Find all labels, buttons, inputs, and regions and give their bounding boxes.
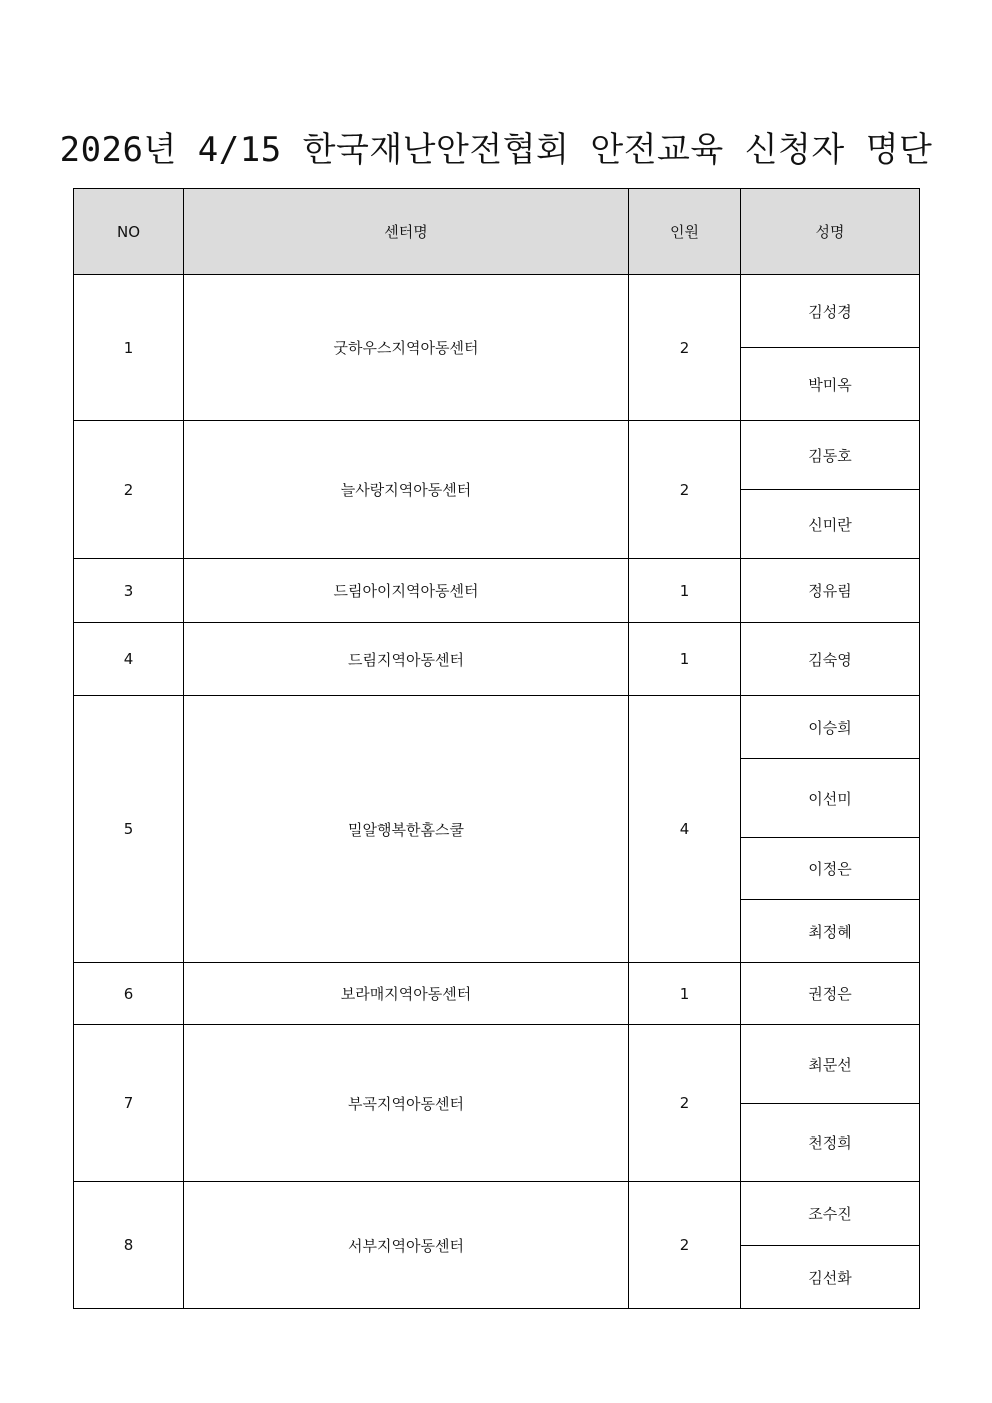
table-header-row	[74, 189, 920, 275]
page-title: 2026년 4/15 한국재난안전협회 안전교육 신청자 명단	[59, 130, 933, 170]
cell-name: 김선화	[741, 1246, 920, 1309]
cell-name: 김성경	[741, 275, 920, 348]
cell-center: 보라매지역아동센터	[184, 963, 629, 1025]
cell-count: 1	[629, 559, 741, 623]
cell-no: 4	[74, 623, 184, 696]
header-center: 센터명	[184, 189, 629, 275]
cell-count: 2	[629, 1025, 741, 1182]
cell-name: 조수진	[741, 1182, 920, 1246]
cell-name: 신미란	[741, 490, 920, 559]
cell-name: 이승희	[741, 696, 920, 759]
cell-count: 4	[629, 696, 741, 963]
cell-count: 1	[629, 623, 741, 696]
table-row	[74, 696, 920, 759]
cell-center: 서부지역아동센터	[184, 1182, 629, 1309]
cell-no: 7	[74, 1025, 184, 1182]
table-row	[74, 421, 920, 490]
table-row	[74, 623, 920, 696]
cell-name: 이정은	[741, 838, 920, 900]
cell-name: 권정은	[741, 963, 920, 1025]
cell-no: 1	[74, 275, 184, 421]
header-count: 인원	[629, 189, 741, 275]
cell-center: 굿하우스지역아동센터	[184, 275, 629, 421]
header-no: NO	[74, 189, 184, 275]
cell-name: 이선미	[741, 759, 920, 838]
table-row	[74, 275, 920, 348]
cell-no: 8	[74, 1182, 184, 1309]
table-row	[74, 1182, 920, 1246]
table-row	[74, 559, 920, 623]
cell-count: 1	[629, 963, 741, 1025]
cell-center: 부곡지역아동센터	[184, 1025, 629, 1182]
cell-center: 밀알행복한홈스쿨	[184, 696, 629, 963]
cell-count: 2	[629, 421, 741, 559]
header-name: 성명	[741, 189, 920, 275]
cell-name: 김숙영	[741, 623, 920, 696]
table-row	[74, 963, 920, 1025]
cell-no: 6	[74, 963, 184, 1025]
table-row	[74, 1025, 920, 1104]
cell-name: 최문선	[741, 1025, 920, 1104]
applicant-table	[73, 188, 920, 1309]
cell-name: 김동호	[741, 421, 920, 490]
cell-count: 2	[629, 1182, 741, 1309]
cell-name: 최정혜	[741, 900, 920, 963]
cell-no: 3	[74, 559, 184, 623]
cell-center: 늘사랑지역아동센터	[184, 421, 629, 559]
cell-center: 드림지역아동센터	[184, 623, 629, 696]
cell-no: 2	[74, 421, 184, 559]
cell-center: 드림아이지역아동센터	[184, 559, 629, 623]
cell-name: 정유림	[741, 559, 920, 623]
cell-no: 5	[74, 696, 184, 963]
cell-count: 2	[629, 275, 741, 421]
cell-name: 박미옥	[741, 348, 920, 421]
cell-name: 천정희	[741, 1104, 920, 1182]
